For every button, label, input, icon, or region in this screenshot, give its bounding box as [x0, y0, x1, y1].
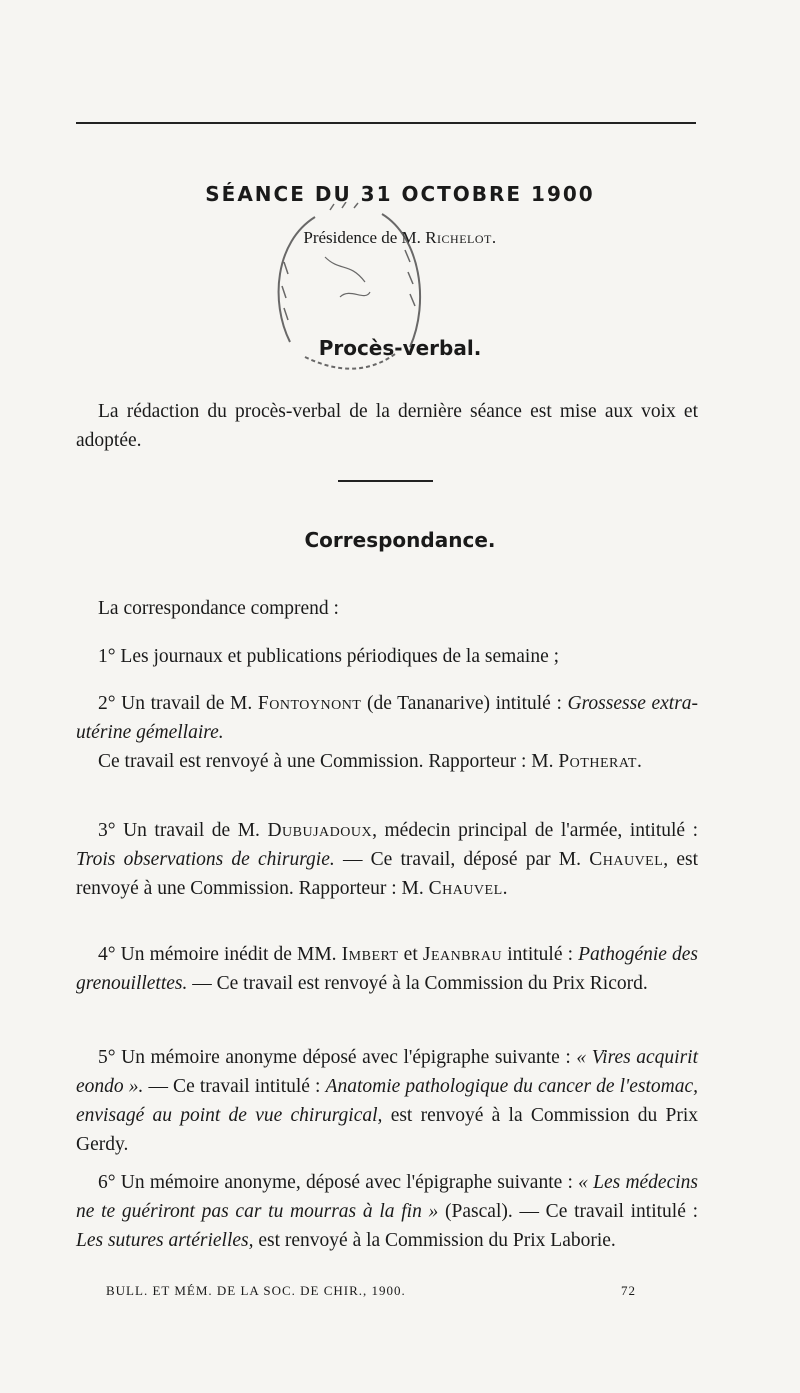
- correspondance-item-6: [76, 1168, 698, 1255]
- work-title: Pathogénie des grenouillettes.: [76, 944, 699, 994]
- item-text: 3° Un travail de M.: [98, 820, 260, 841]
- item-text: 2° Un travail de M.: [98, 693, 253, 714]
- section-divider: [338, 480, 433, 482]
- item-text: est renvoyé à la Commission du Prix Gerdy.: [76, 1105, 698, 1155]
- page-footer: [106, 1283, 636, 1299]
- work-title: Anatomie pathologique du cancer de l'estomac, envisagé au point de vue chirurgical,: [76, 1076, 698, 1126]
- work-title: Grossesse extra-utérine gémellaire.: [76, 693, 699, 743]
- author-name: Dubujadoux: [267, 820, 373, 841]
- item-text: (de Tananarive) intitulé :: [366, 693, 562, 714]
- rapporteur-name: Chauvel.: [428, 878, 509, 899]
- item-text: — Ce travail, déposé par M.: [342, 849, 582, 870]
- page-number: 72: [621, 1283, 636, 1298]
- item-text: 5° Un mémoire anonyme déposé avec l'épigraphe suivante :: [98, 1047, 571, 1068]
- item-text: Ce travail est renvoyé à une Commission. Rapporteur : M.: [98, 751, 554, 772]
- item-text: 4° Un mémoire inédit de MM.: [98, 944, 337, 965]
- journal-reference: BULL. ET MÉM. DE LA SOC. DE CHIR., 1900.: [106, 1283, 406, 1298]
- item-text: , médecin principal de l'armée, intitulé :: [372, 820, 699, 841]
- epigraph: « Vires acquirit eondo ».: [76, 1047, 698, 1097]
- correspondance-item-5: [76, 1043, 698, 1159]
- work-title: Les sutures artérielles,: [76, 1230, 254, 1251]
- item-text: , est renvoyé à une Commission. Rapporteur : M.: [76, 849, 699, 899]
- author-name: Fontoynont: [257, 693, 362, 714]
- correspondance-item-2: [76, 689, 698, 776]
- item-text: (Pascal). — Ce travail intitulé :: [445, 1201, 698, 1222]
- item-text: est renvoyé à la Commission du Prix Laborie.: [258, 1230, 616, 1251]
- item-text: et: [403, 944, 418, 965]
- correspondance-intro: La correspondance comprend :: [98, 598, 339, 619]
- item-text: intitulé :: [507, 944, 573, 965]
- correspondance-item-3: [76, 816, 698, 903]
- item-text: — Ce travail est renvoyé à la Commission du Prix Ricord.: [192, 973, 648, 994]
- header-rule: [76, 122, 696, 124]
- work-title: Trois observations de chirurgie.: [76, 849, 335, 870]
- correspondance-item-4: [76, 940, 698, 998]
- epigraph: « Les médecins ne te guériront pas car tu mourras à la fin »: [76, 1172, 698, 1222]
- item-text: — Ce travail intitulé :: [148, 1076, 321, 1097]
- correspondance-item-1: 1° Les journaux et publications périodiques de la semaine ;: [98, 646, 560, 667]
- proces-verbal-heading: Procès-verbal.: [318, 336, 482, 360]
- depositor-name: Chauvel: [589, 849, 664, 870]
- rapporteur-name: Potherat.: [558, 751, 643, 772]
- proces-verbal-text: La rédaction du procès-verbal de la dernière séance est mise aux voix et adoptée.: [76, 401, 698, 451]
- presidence-prefix: Présidence de M.: [303, 228, 421, 247]
- item-text: 6° Un mémoire anonyme, déposé avec l'épigraphe suivante :: [98, 1172, 573, 1193]
- author-name: Jeanbrau: [422, 944, 503, 965]
- session-title: SÉANCE DU 31 OCTOBRE 1900: [205, 182, 595, 206]
- president-name: Richelot.: [425, 228, 497, 247]
- author-name: Imbert: [341, 944, 399, 965]
- correspondance-heading: Correspondance.: [304, 528, 496, 552]
